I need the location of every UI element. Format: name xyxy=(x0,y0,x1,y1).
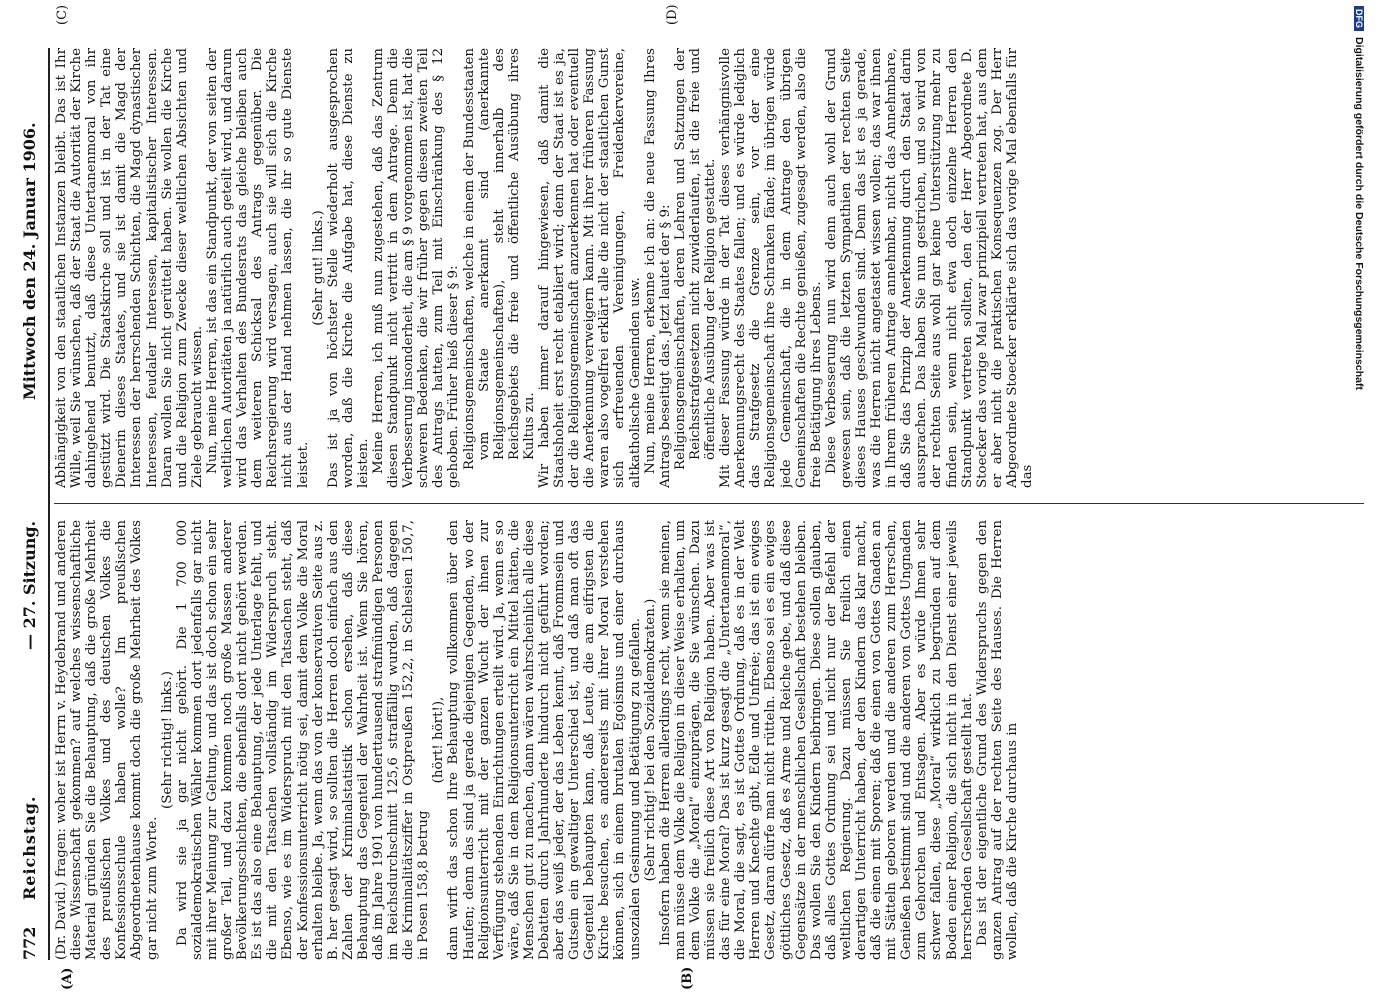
paragraph: Insofern haben die Herren allerdings recht, wenn sie meinen, man müsse dem Volke die Religion in dieser Weise erhalten, um dem Volke die „Moral“ einzuprägen, die Sie wünschen. Dazu müssen sie freilich diese Art von Religion haben. Aber was ist das für eine Moral? Das ist kurz gesagt die „Untertanenmoral“, die Moral, die sagt, es ist Gottes Ordnung, daß es in der Welt Herren und Knechte gibt, Edle und Unfreie; das ist ein ewiges Gesetz, daran dürfe man nicht rütteln. Ebenso sei es ein ewiges göttliches Gesetz, daß es Arme und Reiche gebe, und daß diese Gegensätze in der menschlichen Gesellschaft bestehen bleiben. Das wollen Sie den Kindern beibringen. Diese sollen glauben, daß alles Gottes Ordnung sei und nicht nur der Befehl der weltlichen Regierung. Dazu müssen Sie freilich einen derartigen Unterricht haben, der den Kindern das klar macht, daß die einen mit Sporen; daß die einen von Gottes Gnaden an mit Sätteln geboren werden und die anderen zum Herrschen, Genießen bestimmt sind und die anderen von Gottes Ungnaden zum Gehorchen und Entsagen. Aber es würde Ihnen sehr schwer fallen, diese „Moral“ wirklich zu begründen auf dem Boden einer Religion, die sich nicht in den Dienst einer jeweils herrschenden Gesellschaft gestellt hat. xyxy=(657,520,975,960)
margin-marker-c: (C) xyxy=(55,4,70,25)
right-column xyxy=(54,48,1364,488)
column-divider xyxy=(54,503,1364,504)
paragraph: dann wirft das schon Ihre Behauptung vollkommen über den Haufen; denn das sind ja gerade diejenigen Gegenden, wo der Religionsunterricht mit der ganzen Wucht der ihnen zur Verfügung stehenden Einrichtungen erteilt wird. Ja, wenn es so wäre, daß Sie in dem Religionsunterricht ein Mittel hätten, die Menschen gut zu machen, dann wären wahrscheinlich alle diese Debatten durch Jahrhunderte hindurch nicht geführt worden; aber das weiß jeder, der das Leben kennt, daß Frommsein und Gutsein ein gewaltiger Unterschied ist, und daß man oft das Gegenteil behaupten kann, daß Leute, die am eifrigsten die Kirche besuchen, es andererseits mit ihrer Moral verstehen können, sich in einem brutalen Egoismus und einer durchaus unsozialen Gesinnung und Betätigung zu gefallen. xyxy=(446,520,643,960)
paragraph: Diese Verbesserung nun wird denn auch wohl der Grund gewesen sein, daß die letzten Sympathien der rechten Seite dieses Hauses geschwunden sind. Denn das ist es ja gerade, was die Herren nicht angetastet wissen wollen; das war ihnen in Ihrem früheren Antrage annehmbar, nicht das Annehmbare, daß Sie das Prinzip der Anerkennung durch den Staat darin aussprachen. Das haben Sie nun gestrichen, und so wird von der rechten Seite aus wohl gar keine Unterstützung mehr zu finden sein, wenn nicht etwa doch einzelne Herren den Standpunkt vertreten sollten, den der Herr Abgeordnete D. Stoecker das vorige Mal zwar prinzipiell vertreten hat, aus dem er aber nicht die praktischen Konsequenzen zog. Der Herr Abgeordnete Stoecker erklärte sich das vorige Mal ebenfalls für das xyxy=(823,48,1035,488)
header-right: Mittwoch den 24. Januar 1906. xyxy=(20,122,39,400)
notice-text: Digitalisierung gefördert durch die Deutsche Forschungsgemeinschaft xyxy=(1353,37,1365,390)
paragraph: Meine Herren, ich muß nun zugestehen, daß das Zentrum diesen Standpunkt nicht vertritt in dem Antrage. Denn die Verbesserung insonderheit, die am § 9 vorgenommen ist, hat die schweren Bedenken, die wir früher gegen diesen zweiten Teil des Antrags hatten, zum Teil mit Einschränkung des § 12 gehoben. Früher hieß dieser § 9: xyxy=(370,48,462,488)
margin-marker-a: (A) xyxy=(60,967,75,990)
paragraph: Mit dieser Fassung würde in der Tat dieses verhängnisvolle Anerkennungsrecht des Staates fallen; und es würde lediglich das Strafgesetz die Grenze sein, vor der eine Religionsgemeinschaft ihre Schranken fände; im übrigen würde jede Gemeinschaft, die in dem Antrage den übrigen Gemeinschaften die Rechte genießen, zugesagt werden, also die freie Betätigung ihres Lebens. xyxy=(718,48,824,488)
left-column xyxy=(54,520,1364,960)
quoted-paragraph: Religionsgemeinschaften, deren Lehren und Satzungen der Reichsstrafgesetzen nicht zuwiderlaufen, ist die freie und öffentliche Ausübung der Religion gestattet. xyxy=(672,48,719,470)
paragraph: Abhängigkeit von den staatlichen Instanzen bleibt. Das ist Ihr Wille, weil Sie wünschen, daß der Staat die Autorität der Kirche dahingehend benutzt, daß diese Untertanenmoral von ihr gestützt wird. Die Staatskirche soll und ist in der Tat eine Dienerin dieses Staates, und sie ist damit die Magd der Interessen der herrschenden Schichten, die Magd dynastischer Interessen, feudaler Interessen, kapitalistischer Interessen. Daran wollen Sie nicht gerüttelt haben. Sie wollen die Kirche und die Religion zum Zwecke dieser weltlichen Absichten und Ziele gebraucht wissen. xyxy=(54,48,205,488)
paragraph: Nun, meine Herren, ist das ein Standpunkt, der von seiten der weltlichen Autoritäten ja natürlich auch geteilt wird, und darum wird das Verhalten des Bundesrats das gleiche bleiben auch dem weiteren Schicksal des Antrags gegenüber. Die Reichsregierung wird versagen, auch sie will sich die Kirche nicht aus der Hand nehmen lassen, die ihr so gute Dienste leistet. xyxy=(204,48,311,488)
digitization-notice xyxy=(1349,6,1365,996)
dfg-logo: DFG xyxy=(1354,6,1364,31)
paragraph: Da wird sie ja gar nicht gehört. Die 1 700 000 sozialdemokratischen Wähler kommen dort jedenfalls gar nicht mit ihrer Meinung zur Geltung, und das ist doch schon ein sehr großer Teil, und dazu kommen noch große Massen anderer Bevölkerungsschichten, die ebenfalls dort nicht gehört werden. Es ist das also eine Behauptung, der jede Unterlage fehlt, und die mit den Tatsachen vollständig im Widerspruch steht. Ebenso, wie es im Widerspruch mit den Tatsachen steht, daß der Konfessionsunterricht nötig sei, damit dem Volke die Moral erhalten bleibe. Ja, wenn das von der konservativen Seite aus z. B. her gesagt wird, so sollten die Herren doch einfach aus den Zahlen der Kriminalstatistik schon ersehen, daß diese Behauptung das Gegenteil der Wahrheit ist. Wenn Sie hören, daß im Jahre 1901 von hunderttausend strafmündigen Personen im Reichsdurchschnitt 125,6 straffällig wurden, daß dagegen die Kriminalitätsziffer in Ostpreußen 152,2, in Schlesien 150,7, in Posen 158,8 betrug xyxy=(174,520,432,960)
interjection: (Sehr richtig! links.) xyxy=(159,671,175,809)
header-rule xyxy=(48,48,50,960)
interjection: (Sehr gut! links.) xyxy=(310,210,326,326)
header-center: — 27. Sitzung. xyxy=(20,520,39,650)
interjection: (hört! hört!), xyxy=(431,696,447,784)
quoted-paragraph: Religionsgemeinschaften, welche in einem der Bundesstaaten vom Staate anerkannt sind (anerkannte Religionsgemeinschaften), steht innerhalb des Reichsgebiets die freie und öffentliche Ausübung ihres Kultus zu. xyxy=(461,48,537,470)
paragraph: Nun, meine Herren, erkenne ich an: die neue Fassung Ihres Antrags beseitigt das. Jetzt lautet der § 9: xyxy=(642,48,673,488)
paragraph: Das ist ja von höchster Stelle wiederholt ausgesprochen worden, daß die Kirche die Aufgabe hat, diese Dienste zu leisten. xyxy=(325,48,371,488)
page-header xyxy=(18,48,46,960)
margin-marker-d: (D) xyxy=(665,4,680,25)
margin-marker-b: (B) xyxy=(680,966,695,990)
interjection: (Sehr richtig! bei den Sozialdemokraten.) xyxy=(642,598,658,882)
page-number: 772 xyxy=(20,926,39,960)
paragraph: Wir haben immer darauf hingewiesen, daß damit die Staatshoheit erst recht etabliert wird; denn der Staat ist es ja, der die Religionsgemeinschaft anzuerkennen hat oder eventuell die Anerkennung verweigern kann. Mit ihrer früheren Fassung waren also vogelfrei erklärt alle die nicht der staatlichen Gunst sich erfreuenden Vereinigungen, Freidenkervereine, altkatholische Gemeinden usw. xyxy=(537,48,643,488)
paragraph: Das ist der eigentliche Grund des Widerspruchs gegen den ganzen Antrag auf der rechten Seite des Hauses. Die Herren wollen, daß die Kirche durchaus in xyxy=(974,520,1020,960)
header-left: Reichstag. xyxy=(20,795,39,900)
paragraph: (Dr. David.) fragen: woher ist Herrn v. Heydebrand und anderen diese Wissenschaft gekommen? auf welches wissenschaftliche Material gründen Sie die Behauptung, daß die große Mehrheit des preußischen Volkes und des deutschen Volkes die Konfessionsschule haben wolle? Im preußischen Abgeordnetenhause kommt doch die große Mehrheit des Volkes gar nicht zum Worte. xyxy=(54,520,160,960)
